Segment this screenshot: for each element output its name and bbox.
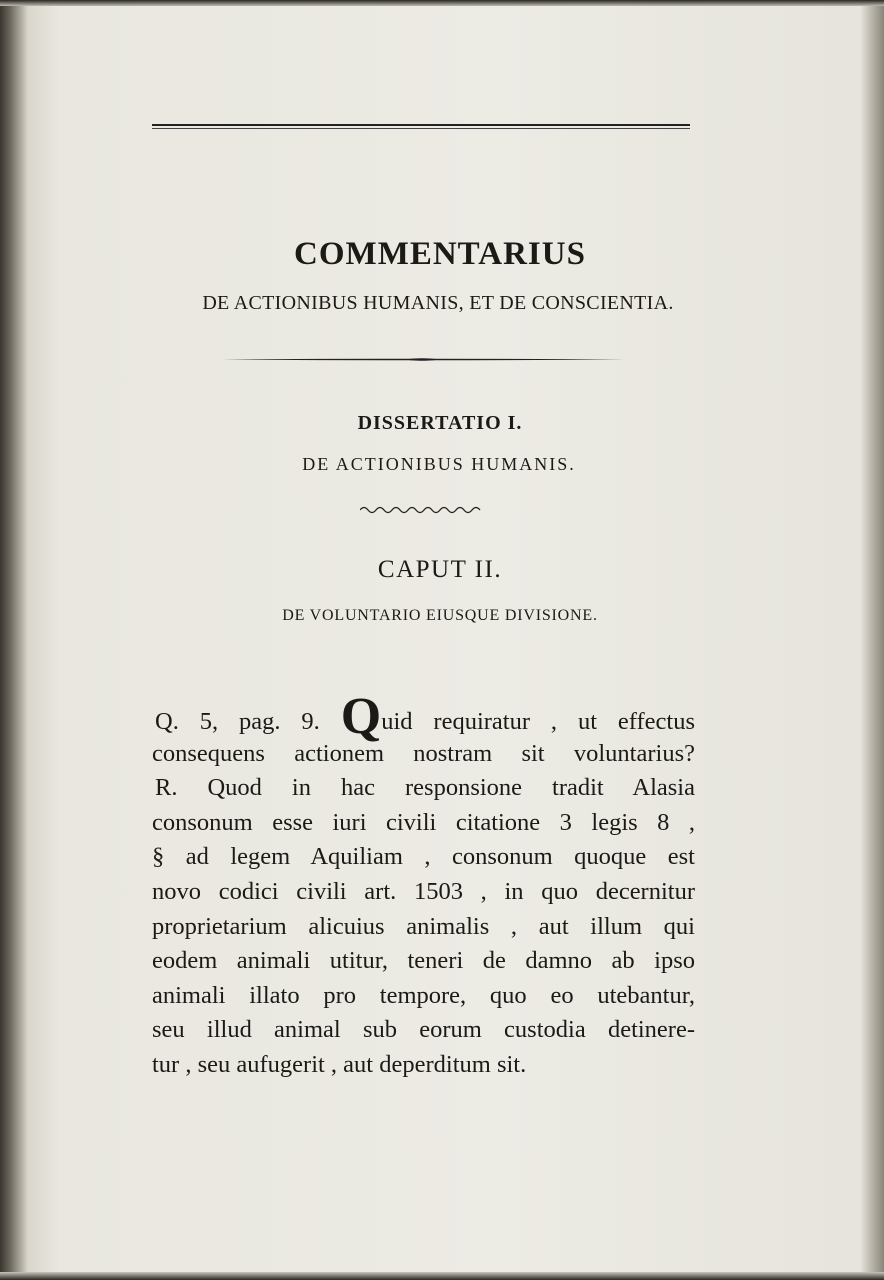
page-subtitle: DE ACTIONIBUS HUMANIS, ET DE CONSCIENTIA. — [202, 292, 674, 314]
page-bottom-edge — [0, 1272, 884, 1280]
body-line: eodem animali utitur, teneri de damno ab ipso — [152, 947, 695, 975]
header-rule — [152, 124, 690, 129]
page-title: COMMENTARIUS — [294, 236, 586, 272]
drop-cap: Q — [340, 688, 382, 745]
body-line: tur , seu aufugerit , aut deperditum sit. — [152, 1050, 527, 1078]
body-line: consequens actionem nostram sit voluntarius? — [152, 739, 695, 767]
body-line: novo codici civili art. 1503 , in quo decernitur — [152, 877, 695, 905]
body-line: seu illud animal sub eorum custodia detinere- — [152, 1016, 695, 1044]
first-line-text: uid requiratur , ut effectus — [381, 708, 696, 735]
caput-subtitle: DE VOLUNTARIO EIUSQUE DIVISIONE. — [282, 607, 598, 624]
body-line: animali illato pro tempore, quo eo utebantur, — [152, 981, 695, 1009]
page-top-edge — [0, 0, 884, 6]
body-line: proprietarium alicuius animalis , aut illum qui — [152, 912, 695, 940]
question-ref: Q. 5, pag. 9. — [155, 708, 320, 735]
dissertatio-subtitle: DE ACTIONIBUS HUMANIS. — [302, 454, 576, 474]
wavy-ornament — [360, 505, 484, 515]
body-line: consonum esse iuri civili citatione 3 legis 8 , — [152, 808, 695, 836]
body-line: R. Quod in hac responsione tradit Alasia — [155, 774, 695, 802]
body-text — [152, 688, 696, 1083]
body-line — [152, 688, 696, 745]
body-line: § ad legem Aquiliam , consonum quoque est — [152, 843, 695, 871]
caput-heading: CAPUT II. — [377, 556, 503, 583]
dissertatio-heading: DISSERTATIO I. — [357, 412, 523, 434]
ornamental-rule — [222, 358, 625, 361]
